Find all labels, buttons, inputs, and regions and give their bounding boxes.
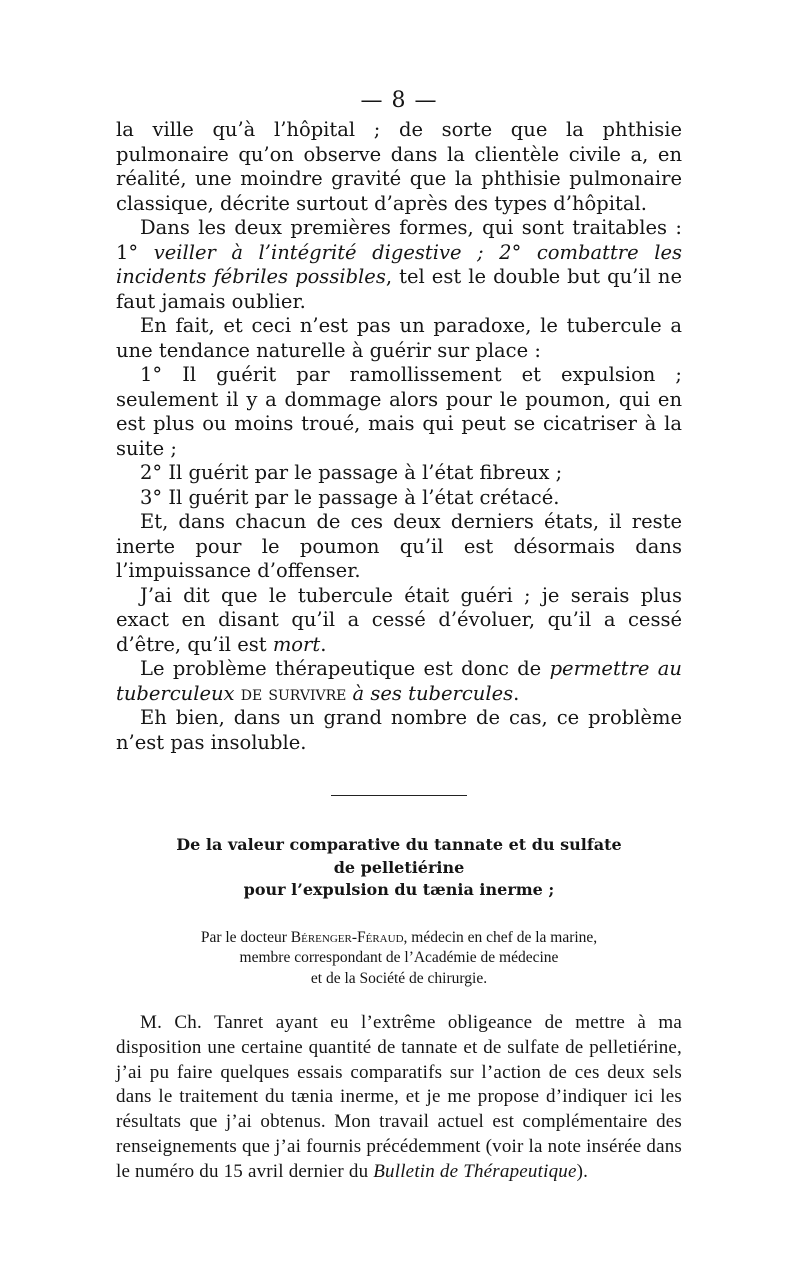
- byline-prefix: Par le docteur: [200, 928, 291, 946]
- byline-line-2: membre correspondant de l’Académie de médecine: [239, 949, 559, 966]
- paragraph-6: 3° Il guérit par le passage à l’état crétacé.: [140, 485, 560, 509]
- paragraph-8-emphasis: mort: [272, 632, 321, 656]
- paragraph-2-end: , tel est le double but qu’il ne faut jamais oublier.: [116, 265, 682, 313]
- paragraph-9-text: Le problème thérapeutique est donc de: [140, 657, 550, 680]
- byline-line-1-end: , médecin en chef de la marine,: [403, 928, 598, 946]
- paragraph-9-emphasis-2: à ses tubercules: [352, 681, 514, 705]
- author-byline: [116, 928, 682, 990]
- paragraph-9-end: .: [513, 681, 520, 705]
- article-paragraph-end: ).: [576, 1160, 589, 1182]
- paragraph-10: Eh bien, dans un grand nombre de cas, ce problème n’est pas insoluble.: [116, 706, 682, 754]
- paragraph-9-emphasis-1: permettre au tuberculeux: [116, 657, 682, 705]
- article-title-line-1: De la valeur comparative du tannate et du sulfate: [176, 835, 622, 854]
- page-number: — 8 —: [360, 88, 438, 113]
- paragraph-5: 2° Il guérit par le passage à l’état fibreux ;: [140, 461, 563, 484]
- article-title-line-2: de pelletiérine: [333, 857, 465, 877]
- paragraph-2-emphasis: veiller à l’intégrité digestive ; 2° combattre les incidents fébriles possibles: [116, 240, 682, 288]
- article-title-line-3: pour l’expulsion du tænia inerme ;: [243, 880, 555, 899]
- article-paragraph-text: M. Ch. Tanret ayant eu l’extrême obligeance de mettre à ma disposition une certaine quantité de tannate et de sulfate de pelletiérine, j’ai pu faire quelques essais comparatifs sur l’action de ces deux sels dans le traitement du tænia inerme, et je me propose d’indiquer ici les résultats que j’ai obtenus. Mon travail actuel est complémentaire des renseignements que j’ai fournis précédemment (voir la note insérée dans le numéro du 15 avril dernier du: [116, 1012, 682, 1182]
- article-body: [116, 1011, 682, 1185]
- article-paragraph-1: [116, 1011, 682, 1185]
- paragraph-8: [116, 584, 682, 658]
- page: [116, 84, 682, 1185]
- paragraph-3: En fait, et ceci n’est pas un paradoxe, le tubercule a une tendance naturelle à guérir sur place :: [116, 314, 682, 362]
- section-divider: [331, 795, 467, 796]
- journal-title: Bulletin de Thérapeutique: [373, 1160, 577, 1182]
- paragraph-2-text: Dans les deux premières formes, qui sont traitables : 1°: [116, 216, 682, 264]
- paragraph-8-text: J’ai dit que le tubercule était guéri ; je serais plus exact en disant qu’il a cessé d’évoluer, qu’il a cessé d’être, qu’il est: [116, 583, 682, 656]
- paragraph-2: [116, 216, 682, 314]
- paragraph-9: [116, 657, 682, 706]
- paragraph-8-end: .: [320, 632, 327, 656]
- paragraph-1: la ville qu’à l’hôpital ; de sorte que la phthisie pulmonaire qu’on observe dans la clientèle civile a, en réalité, une moindre gravité que la phthisie pulmonaire classique, décrite surtout d’après des types d’hôpital.: [116, 118, 682, 215]
- paragraph-9-smallcaps: de survivre: [234, 681, 353, 705]
- byline-line-1: [116, 928, 682, 949]
- paragraph-7: Et, dans chacun de ces deux derniers états, il reste inerte pour le poumon qu’il est désormais dans l’impuissance d’offenser.: [116, 510, 682, 582]
- article-heading: [116, 834, 682, 902]
- author-name: Bérenger-Féraud: [290, 928, 404, 946]
- section-phthisie: [116, 118, 682, 755]
- paragraph-4: 1° Il guérit par ramollissement et expulsion ; seulement il y a dommage alors pour le poumon, qui en est plus ou moins troué, mais qui peut se cicatriser à la suite ;: [116, 363, 682, 460]
- byline-line-3: et de la Société de chirurgie.: [310, 969, 488, 987]
